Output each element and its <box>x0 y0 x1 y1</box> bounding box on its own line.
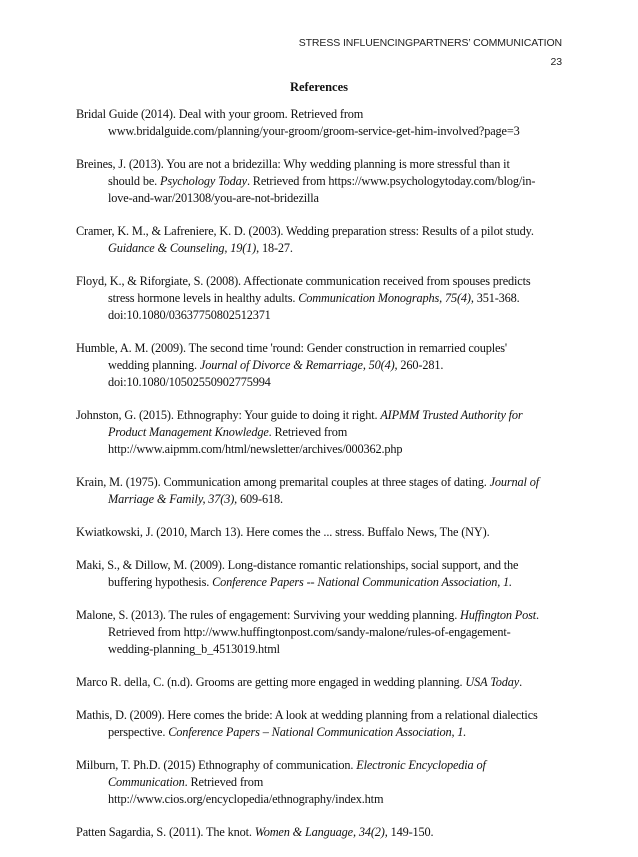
reference-text: buffering hypothesis. <box>108 575 213 589</box>
reference-entry <box>76 156 564 207</box>
reference-line <box>76 607 564 624</box>
reference-line <box>108 357 564 374</box>
reference-entry <box>76 106 564 140</box>
reference-text: . Retrieved from https://www.psychologytoday.com/blog/in- <box>246 174 536 188</box>
reference-text: 609-618. <box>237 492 283 506</box>
reference-line <box>108 724 564 741</box>
reference-text: Krain, M. (1975). Communication among premarital couples at three stages of dating. <box>76 475 490 489</box>
reference-text: Maki, S., & Dillow, M. (2009). Long-distance romantic relationships, social support, and the <box>76 558 519 572</box>
reference-text: wedding-planning_b_4513019.html <box>108 642 280 656</box>
reference-italic-text: Conference Papers -- National Communication Association, 1. <box>212 575 512 589</box>
reference-italic-text: Guidance & Counseling, 19(1) <box>108 241 257 255</box>
reference-entry <box>76 757 564 808</box>
reference-line <box>76 223 564 240</box>
reference-italic-text: Communication Monographs, 75(4), <box>298 291 474 305</box>
reference-text: . <box>519 675 523 689</box>
reference-line <box>76 407 564 424</box>
reference-italic-text: Product Management Knowledge <box>108 425 269 439</box>
reference-line <box>76 106 564 123</box>
reference-text: Marco R. della, C. (n.d). Grooms are getting more engaged in wedding planning. <box>76 675 466 689</box>
reference-line <box>108 641 564 658</box>
reference-italic-text: Journal of Divorce & Remarriage, 50(4), <box>199 358 398 372</box>
reference-text: Retrieved from http://www.huffingtonpost.com/sandy-malone/rules-of-engagement- <box>108 625 511 639</box>
reference-line <box>76 824 564 841</box>
reference-text: doi:10.1080/10502550902775994 <box>108 375 271 389</box>
page-number: 23 <box>550 56 562 68</box>
reference-italic-text: Women & Language, 34(2), <box>254 825 388 839</box>
reference-text: Humble, A. M. (2009). The second time 'round: Gender construction in remarried couples' <box>76 341 508 355</box>
reference-text: http://www.cios.org/encyclopedia/ethnography/index.htm <box>108 792 384 806</box>
reference-text: www.bridalguide.com/planning/your-groom/groom-service-get-him-involved?page=3 <box>108 124 520 138</box>
reference-text: Bridal Guide (2014). Deal with your groom. Retrieved from <box>76 107 364 121</box>
reference-line <box>76 474 564 491</box>
reference-italic-text: Journal of <box>489 475 539 489</box>
reference-text: . <box>536 608 539 622</box>
reference-entry <box>76 674 564 691</box>
reference-line <box>108 441 564 458</box>
running-title: STRESS INFLUENCINGPARTNERS’ COMMUNICATION <box>298 37 562 49</box>
reference-entry <box>76 340 564 391</box>
reference-line <box>108 123 564 140</box>
reference-line <box>76 156 564 173</box>
reference-line <box>108 240 564 257</box>
reference-line <box>76 524 564 541</box>
reference-text: 260-281. <box>397 358 444 372</box>
reference-text: stress hormone levels in healthy adults. <box>108 291 299 305</box>
reference-line <box>76 757 564 774</box>
reference-italic-text: AIPMM Trusted Authority for <box>380 408 523 422</box>
reference-line <box>76 340 564 357</box>
reference-italic-text: Psychology Today <box>159 174 247 188</box>
reference-text: Malone, S. (2013). The rules of engagement: Surviving your wedding planning. <box>76 608 461 622</box>
reference-line <box>76 674 564 691</box>
reference-entry <box>76 407 564 458</box>
reference-text: Patten Sagardia, S. (2011). The knot. <box>76 825 255 839</box>
reference-text: Kwiatkowski, J. (2010, March 13). Here comes the ... stress. Buffalo News, The (NY). <box>76 525 490 539</box>
reference-text: 351-368. <box>473 291 520 305</box>
reference-text: 149-150. <box>387 825 434 839</box>
reference-text: . Retrieved from <box>184 775 264 789</box>
running-head <box>162 34 562 72</box>
reference-entry <box>76 273 564 324</box>
reference-list <box>76 106 564 857</box>
reference-line <box>108 374 564 391</box>
reference-line <box>76 557 564 574</box>
reference-text: . Retrieved from <box>268 425 348 439</box>
reference-text: should be. <box>108 174 160 188</box>
references-heading: References <box>289 80 349 94</box>
reference-line <box>108 173 564 190</box>
reference-text: http://www.aipmm.com/html/newsletter/archives/000362.php <box>108 442 403 456</box>
reference-entry <box>76 607 564 658</box>
reference-text: , 18-27. <box>256 241 293 255</box>
reference-line <box>108 290 564 307</box>
reference-italic-text: Conference Papers – National Communication Association, 1. <box>168 725 467 739</box>
reference-line <box>108 491 564 508</box>
reference-text: Milburn, T. Ph.D. (2015) Ethnography of communication. <box>76 758 357 772</box>
reference-line <box>76 707 564 724</box>
reference-text: Breines, J. (2013). You are not a bridezilla: Why wedding planning is more stressful than it <box>76 157 510 171</box>
reference-line <box>108 574 564 591</box>
reference-text: Floyd, K., & Riforgiate, S. (2008). Affectionate communication received from spouses predicts <box>76 274 531 288</box>
reference-entry <box>76 474 564 508</box>
reference-text: wedding planning. <box>108 358 200 372</box>
reference-italic-text: Electronic Encyclopedia of <box>356 758 486 772</box>
reference-text: perspective. <box>108 725 169 739</box>
reference-line <box>108 791 564 808</box>
reference-text: Cramer, K. M., & Lafreniere, K. D. (2003). Wedding preparation stress: Results of a pilot study. <box>76 224 534 238</box>
reference-entry <box>76 524 564 541</box>
reference-text: Mathis, D. (2009). Here comes the bride: A look at wedding planning from a relational dialectics <box>76 708 538 722</box>
reference-text: doi:10.1080/03637750802512371 <box>108 308 271 322</box>
reference-italic-text: Communication <box>108 775 185 789</box>
reference-text: Johnston, G. (2015). Ethnography: Your guide to doing it right. <box>76 408 381 422</box>
reference-italic-text: Huffington Post <box>460 608 537 622</box>
reference-entry <box>76 223 564 257</box>
reference-line <box>108 424 564 441</box>
reference-italic-text: Marriage & Family, 37(3), <box>108 492 238 506</box>
reference-entry <box>76 824 564 841</box>
reference-line <box>108 190 564 207</box>
reference-entry <box>76 557 564 591</box>
reference-line <box>108 624 564 641</box>
reference-line <box>108 774 564 791</box>
reference-line <box>76 273 564 290</box>
reference-italic-text: USA Today <box>465 675 520 689</box>
reference-line <box>108 307 564 324</box>
reference-entry <box>76 707 564 741</box>
reference-text: love-and-war/201308/you-are-not-bridezilla <box>108 191 319 205</box>
